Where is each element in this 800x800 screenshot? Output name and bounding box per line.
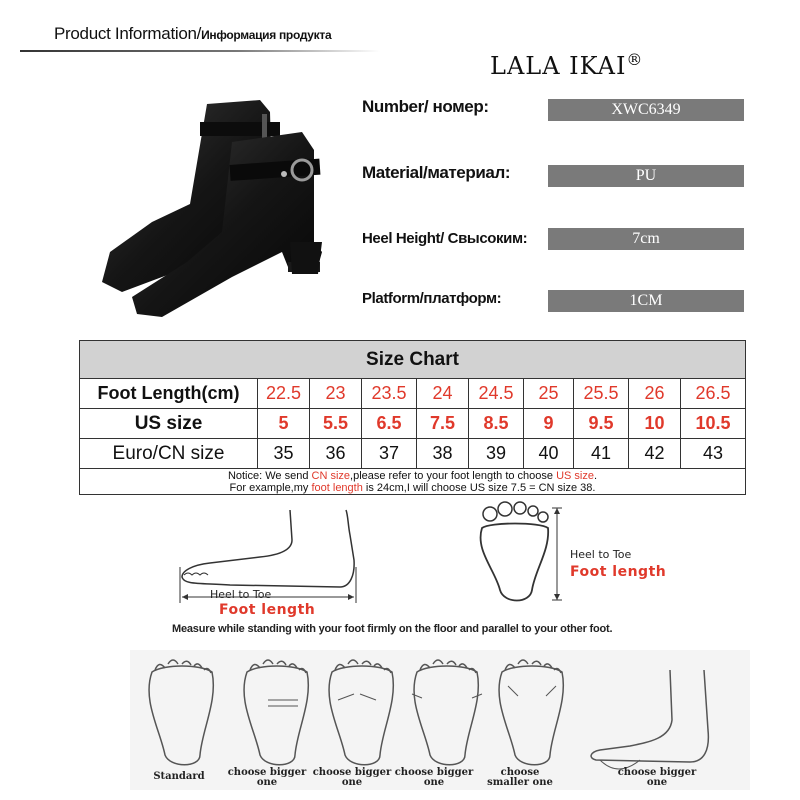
table-cell: 9 (524, 409, 574, 439)
size-notice (80, 469, 746, 495)
row-label-foot-length: Foot Length(cm) (80, 379, 258, 409)
notice-text: For example,my (229, 481, 312, 494)
table-cell: 38 (417, 439, 469, 469)
table-row (80, 469, 746, 495)
table-cell: 10 (629, 409, 681, 439)
table-cell: 9.5 (574, 409, 629, 439)
table-cell: 25.5 (574, 379, 629, 409)
table-cell: 36 (310, 439, 362, 469)
spec-label-heel-height: Heel Height/ Свысоким: (362, 230, 528, 247)
table-cell: 6.5 (362, 409, 417, 439)
table-cell: 23 (310, 379, 362, 409)
spec-value-number: XWC6349 (548, 99, 744, 121)
table-row (80, 409, 746, 439)
table-cell: 40 (524, 439, 574, 469)
heel-to-toe-label-2: Heel to Toe (570, 548, 632, 561)
brand-logo (490, 50, 643, 80)
table-cell: 41 (574, 439, 629, 469)
table-cell: 7.5 (417, 409, 469, 439)
notice-highlight: CN size (311, 469, 351, 482)
table-row (80, 439, 746, 469)
foot-length-label: Foot length (219, 602, 316, 618)
table-cell: 8.5 (469, 409, 524, 439)
table-cell: 23.5 (362, 379, 417, 409)
heel-to-toe-label: Heel to Toe (210, 588, 272, 601)
page-title (54, 24, 331, 44)
foot-type-caption-6: choose bigger one (617, 767, 697, 788)
table-cell: 37 (362, 439, 417, 469)
table-cell: 26 (629, 379, 681, 409)
spec-value-heel-height: 7cm (548, 228, 744, 250)
header-divider (20, 50, 380, 52)
spec-label-material: Material/материал: (362, 163, 511, 182)
boot-image (92, 92, 352, 322)
foot-type-caption-2: choose bigger one (227, 767, 307, 788)
foot-type-caption-4: choose bigger one (394, 767, 474, 788)
notice-text: is 24cm,I will choose US size 7.5 = CN size 38. (362, 481, 596, 494)
row-label-euro-cn-size: Euro/CN size (80, 439, 258, 469)
notice-text: . (594, 469, 598, 482)
table-cell: 26.5 (681, 379, 746, 409)
table-cell: 24.5 (469, 379, 524, 409)
row-label-us-size: US size (80, 409, 258, 439)
foot-type-caption-5: choose smaller one (487, 767, 553, 788)
size-chart-table (79, 340, 746, 495)
spec-label-number: Number/ номер: (362, 97, 489, 116)
brand-name: LALA IKAI (490, 52, 627, 80)
table-cell: 43 (681, 439, 746, 469)
table-cell: 42 (629, 439, 681, 469)
page-title-ru: Информация продукта (201, 28, 332, 42)
table-row (80, 379, 746, 409)
table-cell: 25 (524, 379, 574, 409)
table-cell: 22.5 (258, 379, 310, 409)
measure-instruction: Measure while standing with your foot firmly on the floor and parallel to your other foot. (172, 623, 613, 635)
page-title-en: Product Information/ (54, 24, 202, 43)
notice-text: ,please refer to your foot length to choose (350, 469, 557, 482)
table-cell: 5 (258, 409, 310, 439)
registered-mark: ® (626, 50, 644, 69)
table-cell: 24 (417, 379, 469, 409)
foot-type-caption-3: choose bigger one (312, 767, 392, 788)
notice-highlight: foot length (311, 481, 363, 494)
table-cell: 5.5 (310, 409, 362, 439)
notice-text: Notice: We send (227, 469, 312, 482)
spec-label-platform: Platform/платформ: (362, 290, 502, 307)
notice-highlight: US size (556, 469, 594, 482)
spec-value-platform: 1CM (548, 290, 744, 312)
table-cell: 39 (469, 439, 524, 469)
spec-value-material: PU (548, 165, 744, 187)
foot-type-caption-1: Standard (153, 771, 205, 782)
size-chart-title: Size Chart (80, 341, 746, 379)
table-cell: 10.5 (681, 409, 746, 439)
size-chart-header-row (80, 341, 746, 379)
foot-length-label-2: Foot length (570, 564, 667, 580)
table-cell: 35 (258, 439, 310, 469)
